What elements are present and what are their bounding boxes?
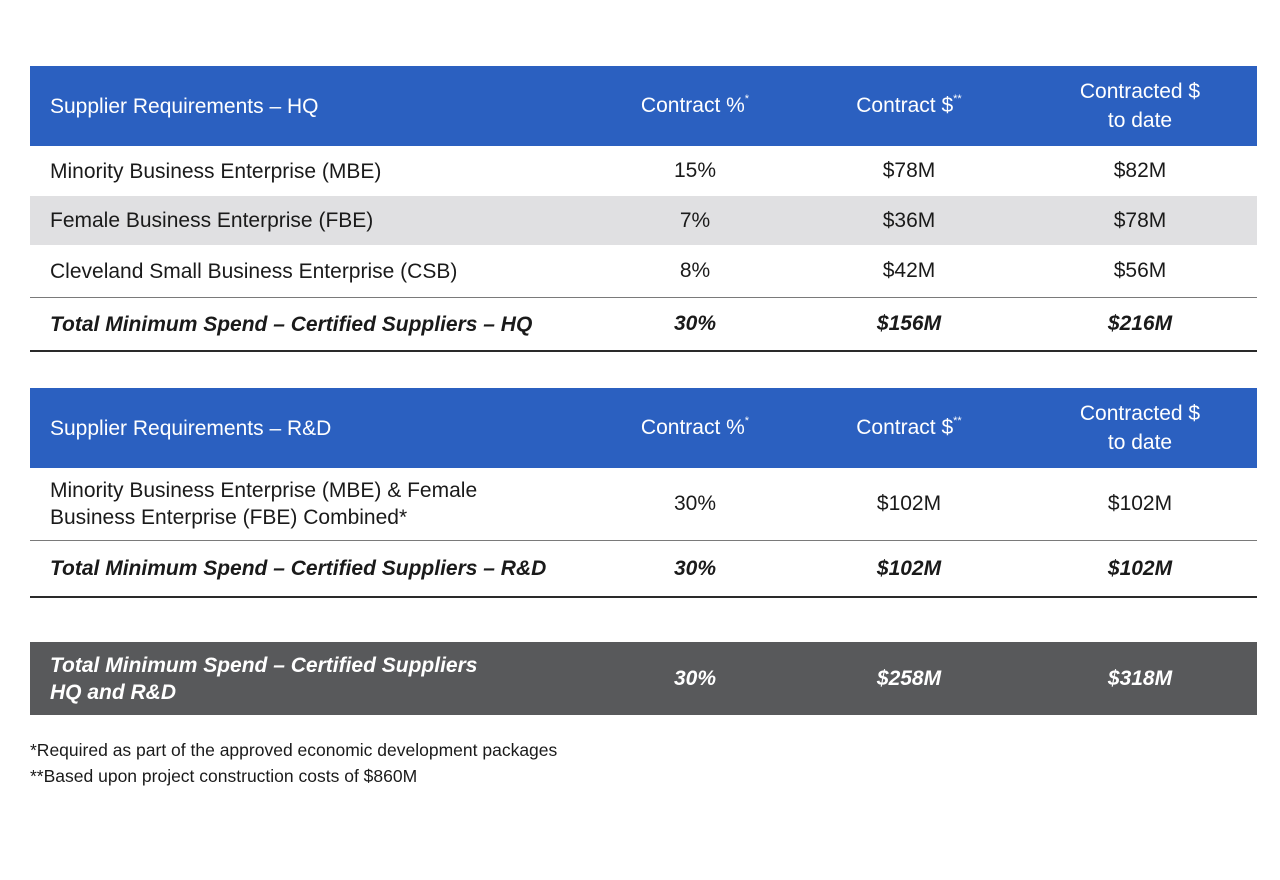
total-amount: $102M <box>876 556 942 580</box>
row-label: Minority Business Enterprise (MBE) & Female Business Enterprise (FBE) Combined* <box>50 479 478 529</box>
table-row <box>30 146 1257 196</box>
grand-total-row <box>30 642 1257 715</box>
rd-header-row <box>30 388 1257 468</box>
grand-total-pct: 30% <box>673 666 717 690</box>
total-todate: $102M <box>1107 556 1173 580</box>
hq-table <box>30 66 1257 352</box>
grand-total-label: Total Minimum Spend – Certified Suppliers HQ and R&D <box>50 653 478 704</box>
rd-header-pct: Contract %* <box>640 415 750 439</box>
grand-total-table <box>30 642 1257 715</box>
footnote-1: *Required as part of the approved economic development packages <box>30 740 558 760</box>
hq-header-amount: Contract $** <box>856 93 962 117</box>
row-amount: $42M <box>882 259 936 282</box>
total-amount: $156M <box>876 312 942 335</box>
row-todate: $78M <box>1113 208 1167 232</box>
row-todate: $82M <box>1113 159 1167 182</box>
row-pct: 8% <box>679 259 711 282</box>
rd-header-title: Supplier Requirements – R&D <box>50 416 332 440</box>
row-todate: $102M <box>1107 492 1173 515</box>
table-row <box>30 468 1257 540</box>
row-pct: 15% <box>673 159 717 182</box>
rd-header-todate: Contracted $ to date <box>1079 402 1201 454</box>
row-todate: $56M <box>1113 259 1167 282</box>
row-label: Cleveland Small Business Enterprise (CSB) <box>50 259 458 283</box>
row-amount: $36M <box>882 208 936 232</box>
footnote-2: **Based upon project construction costs of $860M <box>30 766 418 786</box>
table-row <box>30 245 1257 297</box>
total-pct: 30% <box>673 556 717 580</box>
rd-total-row <box>30 540 1257 598</box>
hq-header-todate: Contracted $ to date <box>1079 80 1201 132</box>
rd-header-amount: Contract $** <box>856 415 962 439</box>
total-pct: 30% <box>673 312 717 335</box>
hq-header-row <box>30 66 1257 146</box>
total-label: Total Minimum Spend – Certified Suppliers – HQ <box>50 312 533 336</box>
total-label: Total Minimum Spend – Certified Suppliers – R&D <box>50 557 547 580</box>
row-label: Female Business Enterprise (FBE) <box>50 209 374 232</box>
hq-total-row <box>30 297 1257 352</box>
grand-total-todate: $318M <box>1107 666 1173 690</box>
row-label: Minority Business Enterprise (MBE) <box>50 159 382 183</box>
row-amount: $102M <box>876 492 942 515</box>
hq-header-title: Supplier Requirements – HQ <box>50 94 319 118</box>
footnotes <box>30 737 557 789</box>
row-amount: $78M <box>882 159 936 182</box>
total-todate: $216M <box>1107 312 1173 335</box>
grand-total-amount: $258M <box>876 666 942 690</box>
hq-header-pct: Contract %* <box>640 93 750 117</box>
rd-table <box>30 388 1257 598</box>
row-pct: 7% <box>679 208 711 232</box>
table-row <box>30 196 1257 245</box>
row-pct: 30% <box>673 492 717 515</box>
